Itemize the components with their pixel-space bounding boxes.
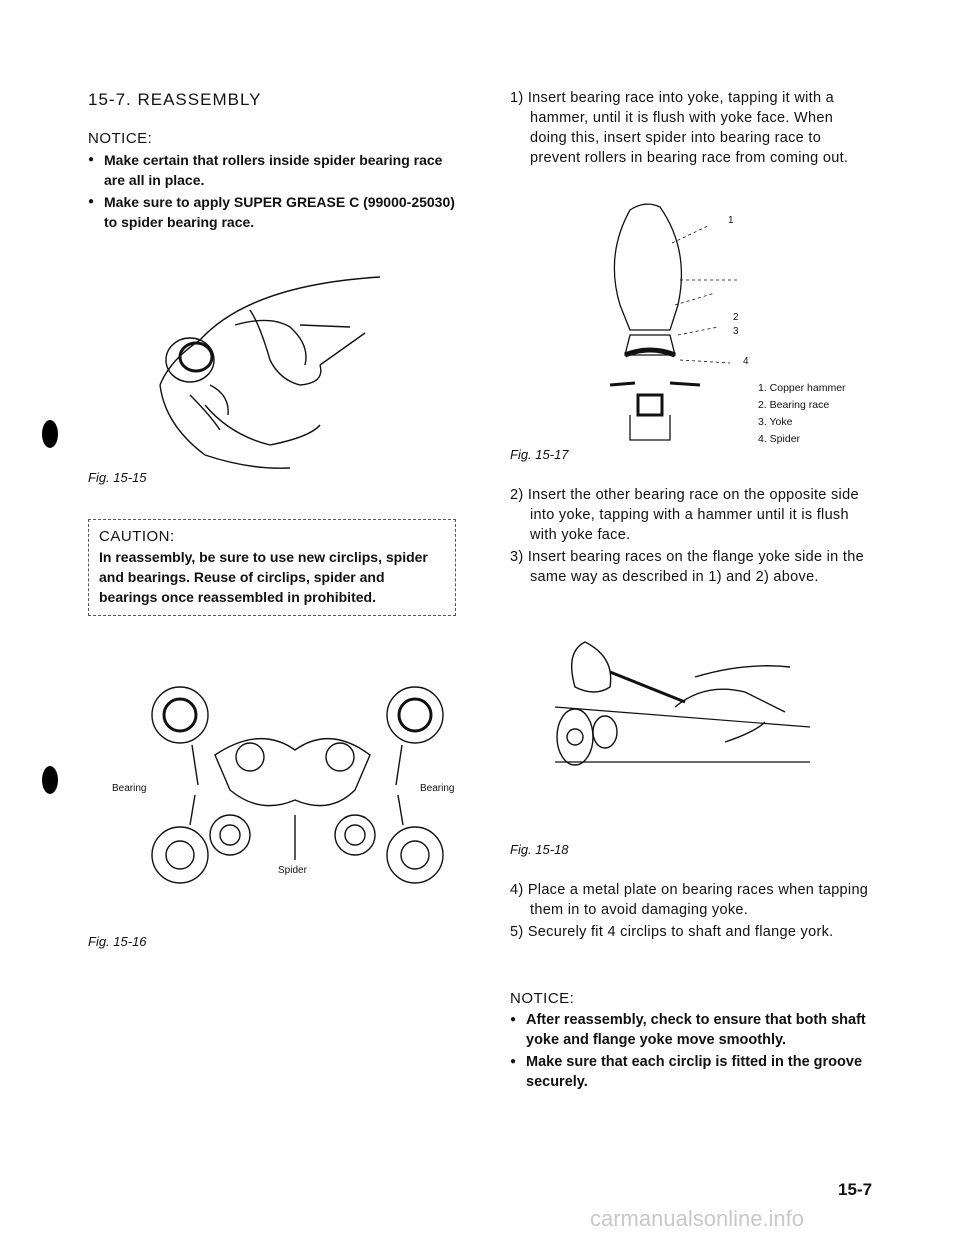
fig-15-17-callout-2: 2 [733,312,739,323]
caution-box [88,519,456,616]
page-number: 15-7 [838,1180,873,1199]
fig-15-16-label-bearing-left: Bearing [112,783,147,794]
section-heading: 15-7. REASSEMBLY [88,90,262,109]
fig-15-17-legend [758,380,846,448]
fig-15-16-label-spider: Spider [278,865,307,876]
notice-2-item: ● Make sure that each circlip is fitted in the groove securely. [510,1052,875,1092]
step-3: 3) Insert bearing races on the flange yoke side in the same way as described in 1) and 2) above. [510,549,864,585]
step-5: 5) Securely fit 4 circlips to shaft and flange york. [510,924,834,940]
notice-item: ● Make certain that rollers inside spider bearing race are all in place. [88,150,460,190]
fig-15-17-callout-1: 1 [728,215,734,226]
punch-hole-top [42,420,58,448]
notice-2-list [510,1010,875,1094]
step-1: 1) Insert bearing race into yoke, tapping it with a hammer, until it is flush with yoke face. When doing this, insert spider into bearing race to prevent rollers in bearing race from coming out. [510,90,849,166]
fig-15-16-illustration [140,675,460,895]
step-2: 2) Insert the other bearing race on the opposite side into yoke, tapping with a hammer until it is flush with yoke face. [510,487,859,543]
legend-item: 4. Spider [758,433,801,445]
fig-15-17-callout-4: 4 [743,356,749,367]
punch-hole-bottom [42,766,58,794]
legend-item: 1. Copper hammer [758,382,846,394]
fig-15-16-label-bearing-right: Bearing [420,783,455,794]
step-4: 4) Place a metal plate on bearing races when tapping them in to avoid damaging yoke. [510,882,869,918]
fig-15-17-illustration [600,195,780,445]
caution-title: CAUTION: [99,528,175,545]
notice-2-item: ● After reassembly, check to ensure that both shaft yoke and flange yoke move smoothly. [510,1010,875,1050]
fig-15-15-illustration [150,265,390,475]
fig-15-18-illustration [545,632,825,782]
notice-item: ● Make sure to apply SUPER GREASE C (99000-25030) to spider bearing race. [88,192,460,232]
fig-15-17-caption: Fig. 15-17 [510,447,569,462]
caution-text: In reassembly, be sure to use new circlips, spider and bearings. Reuse of circlips, spider and bearings once reassembled in prohibited. [99,549,428,605]
notice-title: NOTICE: [88,130,153,147]
fig-15-15-caption: Fig. 15-15 [88,470,147,485]
steps-list-3 [510,880,872,944]
fig-15-16-caption: Fig. 15-16 [88,934,147,949]
notice-list [88,150,460,234]
steps-list-2 [510,485,872,589]
watermark: carmanualsonline.info [590,1206,805,1231]
notice-2-title: NOTICE: [510,990,575,1007]
fig-15-17-callout-3: 3 [733,326,739,337]
legend-item: 3. Yoke [758,416,793,428]
fig-15-18-caption: Fig. 15-18 [510,842,569,857]
steps-list-1 [510,88,872,170]
legend-item: 2. Bearing race [758,399,830,411]
